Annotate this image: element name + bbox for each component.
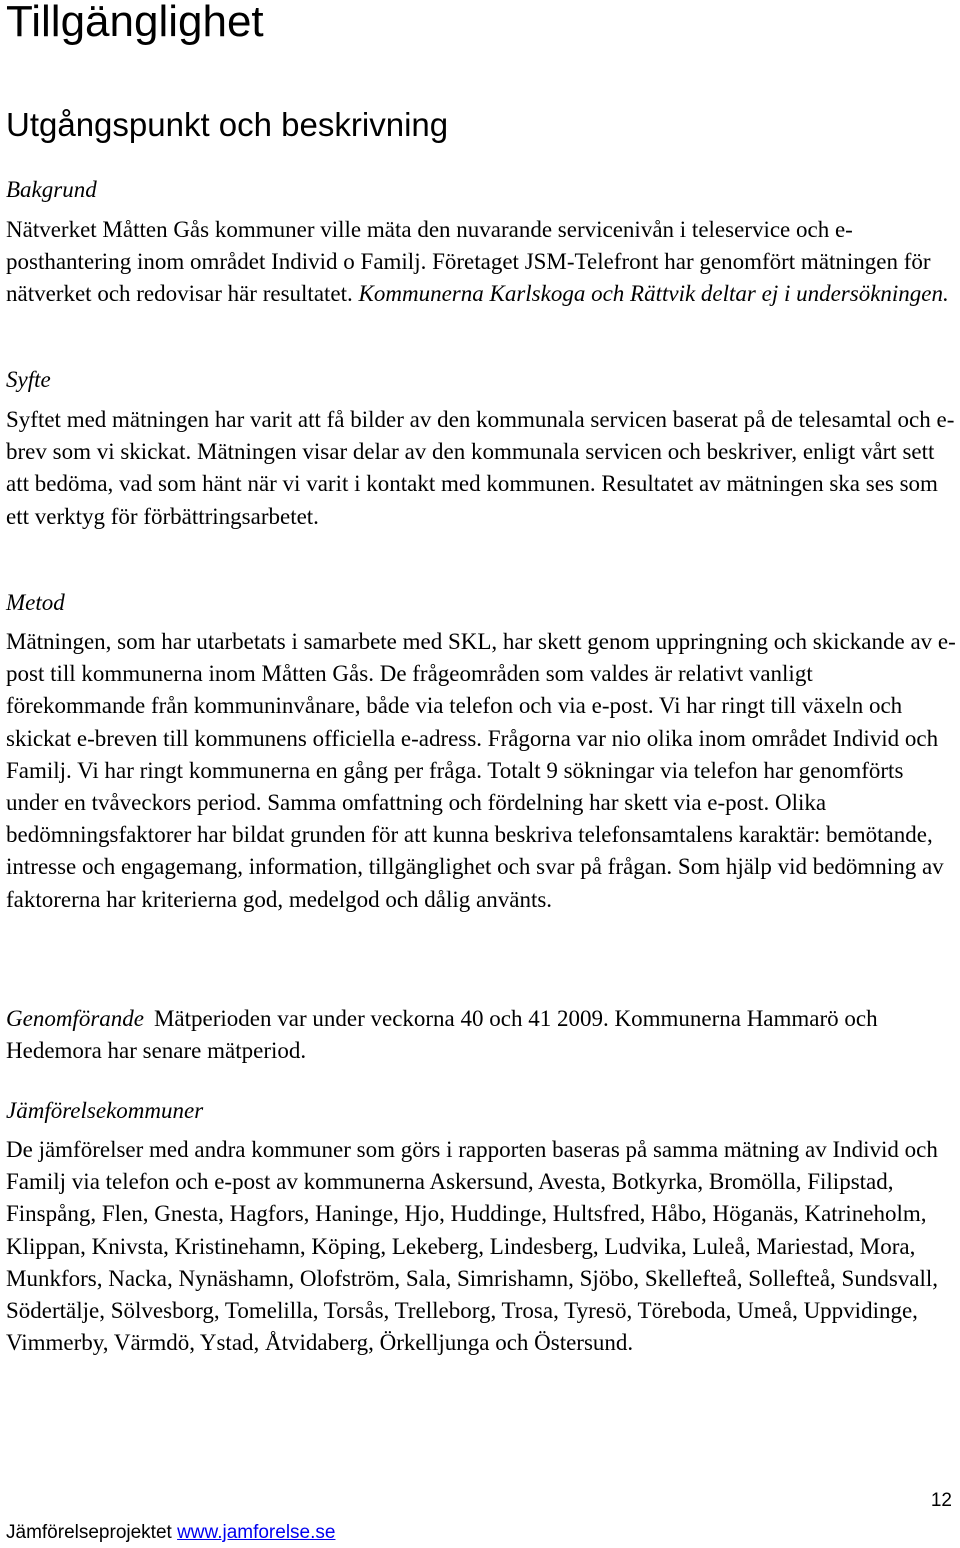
footer [6,1522,335,1544]
bakgrund-heading: Bakgrund [6,177,97,202]
page-number: 12 [930,1490,952,1511]
section-title: Utgångspunkt och beskrivning [6,106,449,143]
bakgrund-note: Kommunerna Karlskoga och Rättvik deltar ej i undersökningen. [358,281,949,307]
page-title: Tillgänglighet [6,0,264,46]
genomforande-paragraph [6,1003,956,1067]
bakgrund-paragraph [6,214,956,311]
syfte-paragraph: Syftet med mätningen har varit att få bilder av den kommunala servicen baserat på de telesamtal och e-brev som vi skickat. Mätningen visar delar av den kommunala servicen och beskriver, enligt vårt sett att bedöma, vad som hänt när vi varit i kontakt med kommunen. Resultatet av mätningen ska ses som ett verktyg för förbättringsarbetet. [6,407,955,529]
jamforelse-heading: Jämförelsekommuner [6,1098,204,1123]
syfte-heading: Syfte [6,367,51,392]
metod-paragraph: Mätningen, som har utarbetats i samarbete med SKL, har skett genom uppringning och skickande av e-post till kommunerna inom Måtten Gås. De frågeområden som valdes är relativt vanligt förekommande från kommuninvånare, både via telefon och via e-post. Vi har ringt till växeln och skickat e-breven till kommunens officiella e-adress. Frågorna var nio olika inom området Individ och Familj. Vi har ringt kommunerna en gång per fråga. Totalt 9 sökningar via telefon har genomförts under en tvåveckors period. Samma omfattning och fördelning har skett via e-post. Olika bedömningsfaktorer har bildat grunden för att kunna beskriva telefonsamtalens karaktär: bemötande, intresse och engagemang, information, tillgänglighet och svar på frågan. Som hjälp vid bedömning av faktorerna har kriterierna god, medelgod och dålig använts. [6,629,956,912]
footer-link[interactable]: www.jamforelse.se [177,1522,336,1543]
bakgrund-text: Nätverket Måtten Gås kommuner ville mäta den nuvarande servicenivån i teleservice och e-posthantering inom området Individ o Familj. Företaget JSM-Telefront har genomfört mätningen för nätverket och redovisar här resultatet. [6,217,931,307]
metod-heading: Metod [6,590,65,615]
footer-label: Jämförelseprojektet [6,1522,172,1543]
genomforande-heading: Genomförande [6,1006,144,1031]
genomforande-text: Mätperioden var under veckorna 40 och 41 2009. Kommunerna Hammarö och Hedemora har senare mätperiod. [6,1006,878,1064]
jamforelse-paragraph: De jämförelser med andra kommuner som görs i rapporten baseras på samma mätning av Individ och Familj via telefon och e-post av kommunerna Askersund, Avesta, Botkyrka, Bromölla, Filipstad, Finspång, Flen, Gnesta, Hagfors, Haninge, Hjo, Huddinge, Hultsfred, Håbo, Höganäs, Katrineholm, Klippan, Knivsta, Kristinehamn, Köping, Lekeberg, Lindesberg, Ludvika, Luleå, Mariestad, Mora, Munkfors, Nacka, Nynäshamn, Olofström, Sala, Simrishamn, Sjöbo, Skellefteå, Sollefteå, Sundsvall, Södertälje, Sölvesborg, Tomelilla, Torsås, Trelleborg, Trosa, Tyresö, Töreboda, Umeå, Uppvidinge, Vimmerby, Värmdö, Ystad, Åtvidaberg, Örkelljunga och Östersund. [6,1137,939,1356]
